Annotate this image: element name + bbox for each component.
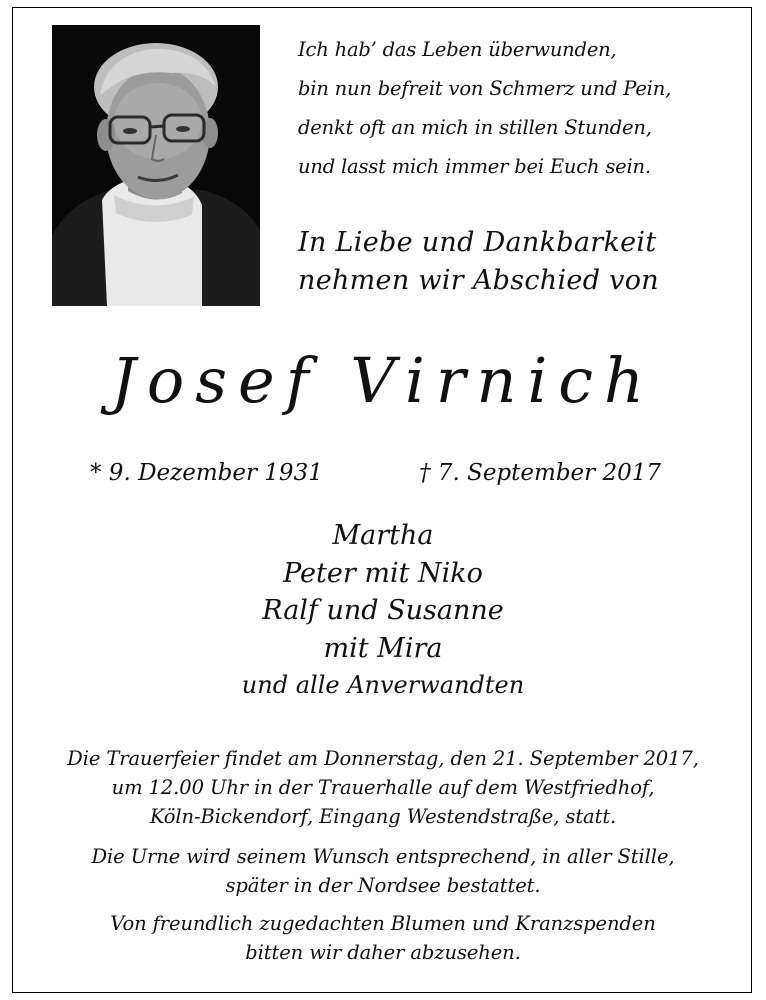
funeral-line: Die Trauerfeier findet am Donnerstag, den 21. September 2017, bbox=[67, 747, 699, 770]
flowers-info bbox=[20, 909, 746, 967]
funeral-info bbox=[20, 744, 746, 831]
family-line: Ralf und Susanne bbox=[262, 595, 504, 626]
deceased-name: Josef Virnich bbox=[111, 344, 655, 417]
poem-line: bin nun befreit von Schmerz und Pein, bbox=[298, 77, 672, 100]
death-date: † 7. September 2017 bbox=[419, 460, 661, 486]
poem-line: und lasst mich immer bei Euch sein. bbox=[298, 155, 651, 178]
urn-line: Die Urne wird seinem Wunsch entsprechend, in aller Stille, bbox=[91, 845, 675, 868]
family-line: mit Mira bbox=[323, 632, 443, 664]
birth-date: * 9. Dezember 1931 bbox=[90, 460, 323, 486]
urn-line: später in der Nordsee bestattet. bbox=[225, 874, 541, 897]
funeral-line: Köln-Bickendorf, Eingang Westendstraße, statt. bbox=[149, 805, 617, 828]
portrait-photo bbox=[52, 25, 260, 306]
family-names bbox=[0, 517, 766, 705]
family-line: Martha bbox=[332, 520, 434, 551]
flowers-line: Von freundlich zugedachten Blumen und Kranzspenden bbox=[110, 912, 656, 935]
farewell-line: nehmen wir Abschied von bbox=[298, 265, 659, 296]
farewell-line: In Liebe und Dankbarkeit bbox=[298, 227, 657, 258]
funeral-line: um 12.00 Uhr in der Trauerhalle auf dem Westfriedhof, bbox=[111, 776, 655, 799]
family-line: Peter mit Niko bbox=[283, 557, 483, 589]
poem-line: denkt oft an mich in stillen Stunden, bbox=[298, 116, 652, 139]
poem-line: Ich hab’ das Leben überwunden, bbox=[298, 38, 617, 61]
family-line: und alle Anverwandten bbox=[241, 671, 525, 699]
urn-info bbox=[20, 842, 746, 900]
farewell-text bbox=[298, 224, 738, 300]
portrait-icon bbox=[52, 25, 260, 306]
flowers-line: bitten wir daher abzusehen. bbox=[245, 941, 521, 964]
poem bbox=[298, 30, 738, 186]
